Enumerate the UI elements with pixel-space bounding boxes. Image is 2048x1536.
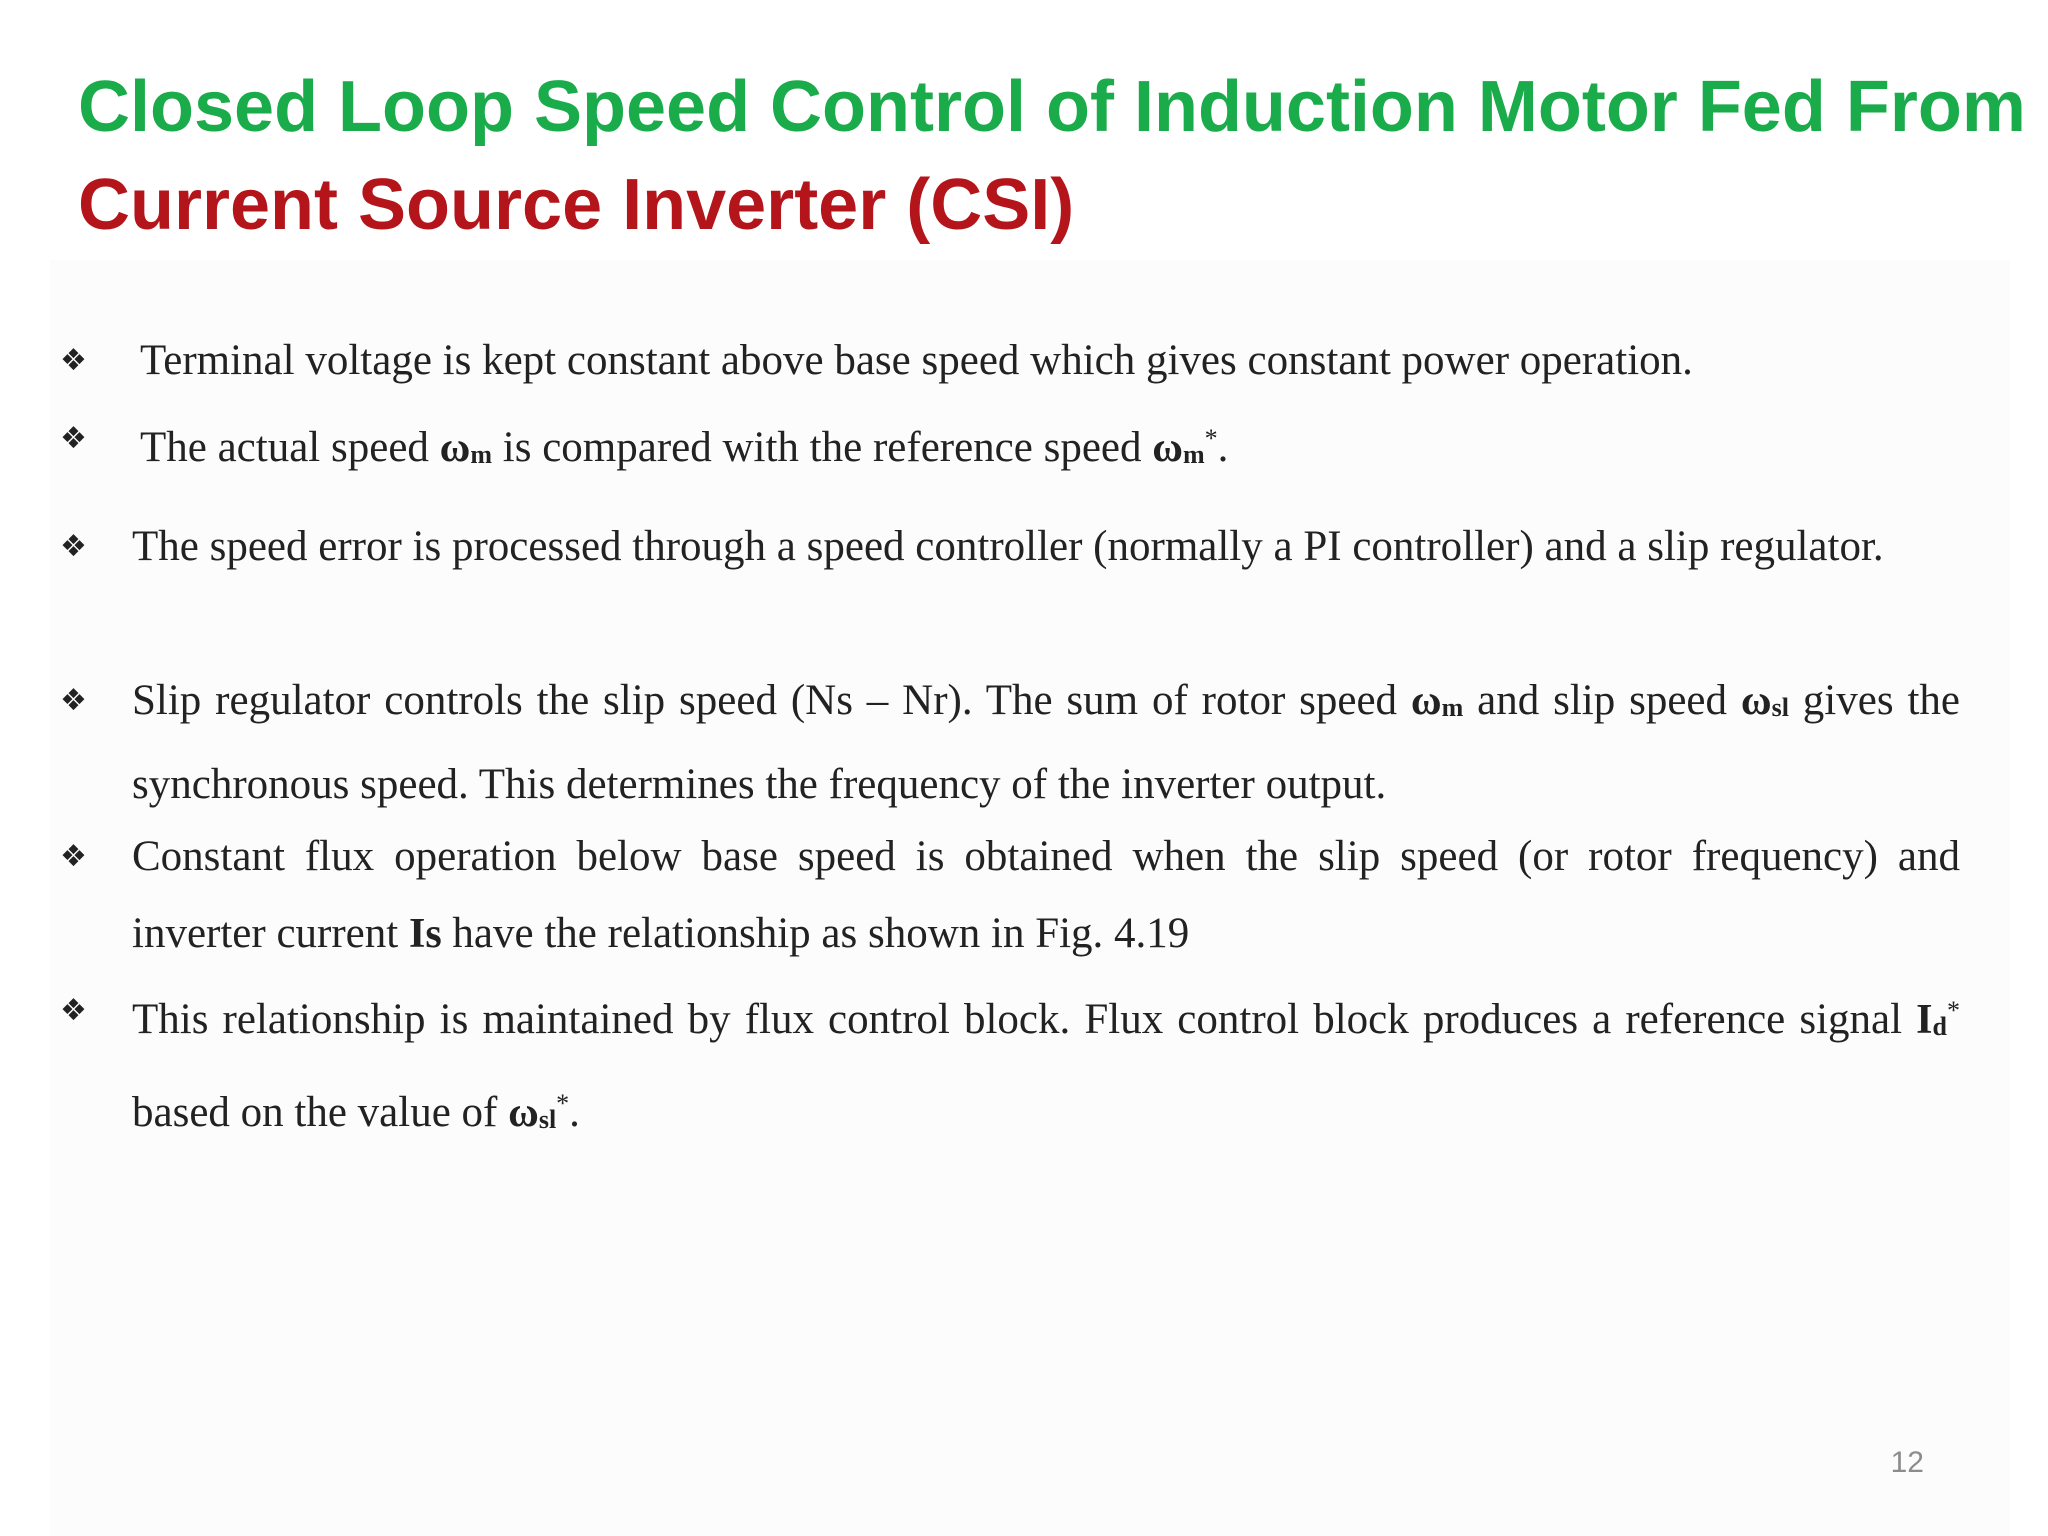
bullet-text xyxy=(140,400,1960,493)
omega-symbol: ω xyxy=(508,1090,539,1136)
current-symbol: I xyxy=(1916,997,1933,1043)
omega-symbol: ω xyxy=(1152,425,1183,471)
bullet-text xyxy=(132,818,1960,973)
text-segment: Slip regulator controls the slip speed (Ns – Nr). The sum of rotor speed xyxy=(132,677,1411,724)
superscript: * xyxy=(1204,424,1218,453)
subscript: m xyxy=(1182,440,1205,469)
title-line-2: Current Source Inverter (CSI) xyxy=(78,165,1075,245)
omega-symbol: ω xyxy=(1410,678,1442,724)
text-segment: Constant flux operation below base speed is obtained when the slip speed (or rotor frequency) and inverter current xyxy=(132,833,1960,957)
four-diamond-bullet-icon: ❖ xyxy=(60,343,87,378)
bullet-text: The speed error is processed through a speed controller (normally a PI controller) and a slip regulator. xyxy=(132,523,1884,570)
subscript: sl xyxy=(1771,693,1789,722)
omega-symbol: ω xyxy=(1740,678,1772,724)
title-line-1: Closed Loop Speed Control of Induction Motor Fed From xyxy=(78,67,2026,147)
text-segment: and slip speed xyxy=(1463,677,1741,724)
subscript: sl xyxy=(538,1105,557,1134)
bullet-item xyxy=(60,662,1960,823)
text-segment: . xyxy=(569,1089,580,1136)
subscript: m xyxy=(470,440,493,469)
omega-symbol: ω xyxy=(439,425,471,471)
four-diamond-bullet-icon: ❖ xyxy=(60,839,87,874)
four-diamond-bullet-icon: ❖ xyxy=(60,993,87,1028)
current-symbol: Is xyxy=(408,911,442,957)
bullet-item xyxy=(60,400,1960,493)
text-segment: is compared with the reference speed xyxy=(492,424,1153,471)
text-segment: . xyxy=(1217,424,1229,471)
text-segment: based on the value of xyxy=(132,1089,509,1136)
superscript: * xyxy=(1947,996,1960,1025)
bullet-item xyxy=(60,322,1960,399)
text-segment: The actual speed xyxy=(140,424,440,471)
bullet-text xyxy=(132,662,1960,823)
text-segment: have the relationship as shown in Fig. 4.19 xyxy=(441,910,1190,957)
bullet-item xyxy=(60,818,1960,973)
bullet-item xyxy=(60,972,1960,1158)
four-diamond-bullet-icon: ❖ xyxy=(60,683,87,718)
text-segment: gives the synchronous speed. This determines the frequency of the inverter output. xyxy=(132,677,1960,808)
superscript: * xyxy=(556,1089,570,1118)
bullet-text xyxy=(132,972,1960,1158)
subscript: m xyxy=(1441,693,1464,722)
text-segment: This relationship is maintained by flux control block. Flux control block produces a reference signal xyxy=(132,996,1917,1043)
subscript: d xyxy=(1932,1012,1947,1041)
bullet-text: Terminal voltage is kept constant above base speed which gives constant power operation. xyxy=(140,337,1693,384)
four-diamond-bullet-icon: ❖ xyxy=(60,421,87,456)
page-number: 12 xyxy=(1890,1446,1924,1479)
bullet-item xyxy=(60,508,1960,585)
four-diamond-bullet-icon: ❖ xyxy=(60,529,87,564)
